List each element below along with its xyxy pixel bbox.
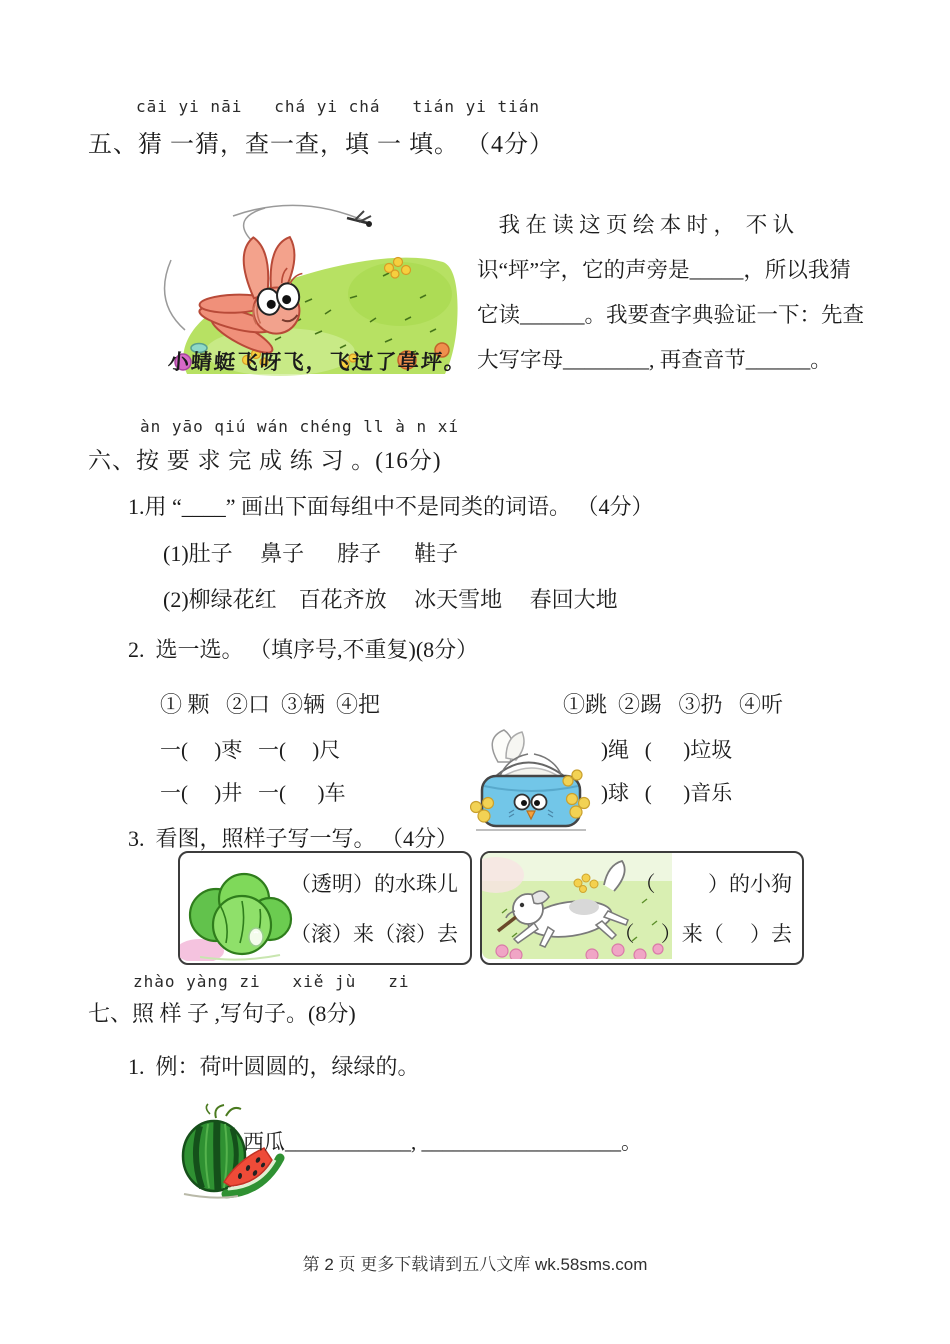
q3-answer-line-1: （ ）的小狗 [634,872,792,896]
page-footer: 第 2 页 更多下载请到五八文库 wk.58sms.com [302,1255,648,1274]
dragonfly-illustration [155,166,465,344]
paragraph-line: 我 在 读 这 页 绘 本 时 ， 不 认 [477,213,795,237]
q7-example: 1. 例：荷叶圆圆的，绿绿的。 [128,1054,420,1079]
basket-illustration [470,692,592,806]
illustration-caption: 小蜻蜓飞呀飞，飞过了草坪。 [167,350,468,374]
q7-answer-line: 西瓜____________, ___________________。 [243,1130,642,1154]
paragraph-line: 识“坪”字，它的声旁是_____，所以我猜 [477,258,851,282]
section-6-title: 六、按 要 求 完 成 练 习 。(16分) [88,448,442,473]
section-7-pinyin: zhào yàng zi xiě jù zi [133,972,410,991]
q1-stem: 1.用 “____” 画出下面每组中不是同类的词语。 （4分） [128,494,654,519]
q2-options-right: ①跳 ②踢 ③扔 ④听 [563,692,784,717]
section-7-title: 七、照 样 子 ,写句子。(8分) [88,1001,356,1026]
q3-example-box [178,851,472,965]
q3-example-line-1: （透明）的水珠儿 [290,872,458,896]
section-5-pinyin: cāi yi nāi chá yi chá tián yi tián [136,97,541,116]
q2-options-left: ① 颗 ②口 ③辆 ④把 [160,692,381,717]
q3-example-line-2: （滚）来（滚）去 [290,922,458,946]
q2-fill-left-row1: 一( )枣 一( )尺 [160,738,341,762]
reading-paragraph [477,203,865,383]
q3-answer-text [570,859,792,959]
q3-answer-box [480,851,804,965]
q1-item-1: (1)肚子 鼻子 脖子 鞋子 [163,541,459,566]
q2-stem: 2. 选一选。 （填序号,不重复)(8分） [128,637,479,662]
q2-fill-right-row1: )绳 ( )垃圾 [601,738,733,762]
q2-fill-right-row2: )球 ( )音乐 [601,781,733,805]
q3-stem: 3. 看图，照样子写一写。 （4分） [128,826,459,851]
paragraph-line: 它读______。我要查字典验证一下：先查 [477,303,865,327]
q1-item-2: (2)柳绿花红 百花齐放 冰天雪地 春回大地 [163,587,618,612]
q3-answer-line-2: （ ）来（ ）去 [613,922,792,946]
section-6-pinyin: àn yāo qiú wán chéng ll à n xí [140,417,459,436]
q2-fill-left-row2: 一( )井 一( )车 [160,781,346,805]
section-5-title: 五、猜 一猜，查一查，填 一 填。 （4分） [88,132,554,158]
q3-example-text [280,859,458,959]
paragraph-line: 大写字母________, 再查音节______。 [477,348,832,372]
